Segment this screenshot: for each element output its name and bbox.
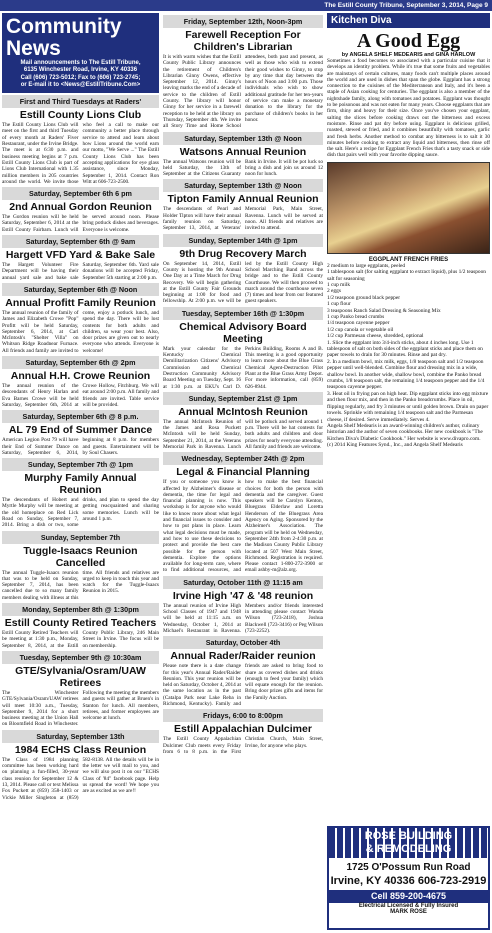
event-body: The annual reunion of Irvine High School Classes of 1947 and 1948 will be held at 11:15 a.m. on Wednesday, October 1, 2014 at Michael's Restaurant in Ravenna. Members and/or friends interested in attending please contact Wanda Wilson (723-2418), Joshua Blackwell (723-3416) or Peg Wilson (723-2252).: [163, 602, 323, 634]
recipe-text: [327, 263, 490, 449]
event-body: On September 14, 2014, Estill County is hosting the 9th Annual One Day at a Time March for Drug Recovery. We will begin gathering at the Estill County Fair Grounds beginning at 1:00 for food and fellowship. At 2:00 p.m. we will be led by the Estill County High School Marching Band across the bridge and to the Estill County Courthouse. We will then proceed to march around the courthouse seven (7) times and hear from our featured guest speakers.: [163, 260, 323, 305]
column-1-items: [2, 95, 159, 801]
event-date-header: Saturday, September 6th 6 pm: [2, 187, 159, 200]
event-date-header: Fridays, 6:00 to 8:00pm: [163, 709, 323, 722]
recipe-line: 3. Heat oil in frying pan on high heat. Dip eggplant sticks into egg mixture and then flour mix, and then in the Panko breadcrumbs. Place in oil, flipping regularly, and fry 3 minutes or until golden brown. Drain on paper towels. Sprinkle with remaining 1/4 teaspoon salt and the Parmesan cheese, if desired. Serve immediately. Serves 4.: [327, 390, 489, 423]
contact-line: Call (606) 723-5012; Fax to (606) 723-2745;: [20, 74, 141, 81]
eggplant-fries-photo: [327, 162, 490, 254]
ad-logo: [329, 828, 488, 858]
event-title: Annual Profitt Family Reunion: [5, 296, 156, 309]
event-title: Estill Appalachian Dulcimer: [174, 723, 312, 736]
event-title: Farewell Reception For Children's Librarian: [185, 29, 301, 53]
event-title: Tipton Family Annual Reunion: [167, 193, 319, 206]
event-date-header: Monday, September 8th @ 1:30pm: [2, 603, 159, 616]
event-body: The descendants of Hobert and Myrtle Murphy will be meeting at the old homeplace on Red Lick Road on Sunday, September 7, 2014. Bring a dish or two, some drinks, and plan to spend the day getting reacquainted and sharing some memories. Lunch will be around 1 p.m.: [2, 497, 159, 529]
event-body: The annual reunion of the family of James and Elizabeth Crowe "Pop" Profitt will be held Saturday, September 6, 2014, at Carl McIntosh's "Shelter Villa" on Whitson Ridge Roadnear Furnace. All friends and family are invited to come, enjoy a potluck lunch, and spend the day. There will be lost contents for both adults and children, so wear your best. Also, door prizes are given out to nearly everyone who attends. Everyone is welcome!: [2, 309, 159, 354]
event-date-header: Friday, September 12th, Noon-3pm: [163, 15, 323, 28]
column-1: [2, 13, 159, 931]
ad-logo-line: ROSE BUILDING: [364, 830, 453, 842]
event-body: The descendants of Pearl and Holder Tipton will have their annual family reunion on Saturday, September 13, 2014, at Veterans' Memorial Park, Main Street, Ravenna. Lunch will be served at noon. All friends and relatives are invited to attend.: [163, 206, 323, 232]
event-date-header: First and Third Tuesdays at Raders': [2, 95, 159, 108]
event-date-header: Saturday, September 6th @ 2pm: [2, 356, 159, 369]
event-body: The annual reunion of the descendants of Henry Harlan and Eva Barnes Crowe will be held Saturday, September 6th, 2014 at Crowe Hollow, Fitchburg. We will eat around 2:00 p.m. All family and friends are invited. Table service will be provided.: [2, 383, 159, 408]
contact-line: or E-mail it to <News@EstillTribune.Com>: [20, 81, 141, 88]
recipe-line: 1 cup flour: [327, 301, 351, 308]
event-body: The Class of 1984 planning committee has been working hard on planning a fun-filled, 30-year class reunion for September 12 & 13, 2014. Please call or text Melissa Fox Puckett at (859) 358-1403 or Vickie Miller Singleton at (859) 582-8138. All the details will be in the letter we will mail to you, and we will also post it on our "ECHS Class of '84" facebook page. Help us spread the word! We hope you are as excited as we are!!: [2, 756, 159, 801]
recipe-line: 2 eggs: [327, 288, 341, 295]
event-body: The Winchester GTE/Sylvania/Osram/UAW retirees will meet 10:30 a.m., Tuesday, September 9, 2014 for a short business meeting at the Union Hall on Bloomfield Road in Winchester. Following the meeting the members and guests will gather at Bruen's in Stanton for lunch. All members, retirees, and former employees are welcome at lunch.: [2, 689, 159, 728]
event-date-header: Wednesday, September 24th @ 2pm: [163, 452, 323, 465]
recipe-line: (c) 2014 King Features Synd., Inc., and Angela Shelf Medearis: [327, 442, 463, 449]
event-title: Annual McIntosh Reunion: [178, 405, 308, 418]
ad-city: Irvine, KY 40336: [330, 875, 415, 887]
community-news-contact: [6, 60, 155, 89]
recipe-line: 2 medium to large eggplants, peeled: [327, 262, 406, 269]
event-date-header: Saturday, September 6th @ 8 p.m.: [2, 410, 159, 423]
event-title: Legal & Financial Planning: [176, 466, 310, 479]
recipe-line: 1/2 cup Parmesan cheese, shredded, optional: [327, 333, 424, 340]
event-title: Annual H.H. Crowe Reunion: [10, 370, 151, 383]
recipe-line: 2. In a medium bowl, mix milk, eggs, 1/8 teaspoon salt and 1/2 teaspoon pepper until well-blended. Combine flour and dressing mix in a wide, shallow bowl. In another wide, shallow bowl, combine the Panko bread crumbs, 1/8 teaspoon salt, the remaining 1/4 teaspoon pepper and the 1/4 teaspoon cayenne pepper.: [327, 358, 485, 391]
recipe-line: 1 cup Panko bread crumbs: [327, 314, 385, 320]
event-body: The Hargett Volunteer Fire Department will be having their annual yard sale and bake sale Saturday, September 6th. Yard sale donations will be accepted Friday, September 5th starting at 2:00 p.m.: [2, 262, 159, 281]
event-date-header: Saturday, September 6th @ Noon: [2, 283, 159, 296]
ad-city-phone: [329, 874, 488, 888]
event-date-header: Saturday, October 4th: [163, 636, 323, 649]
photo-caption: EGGPLANT FRENCH FRIES: [368, 256, 449, 263]
column-2-items: [163, 15, 323, 755]
column-2: [163, 13, 323, 931]
event-title: 9th Drug Recovery March: [179, 247, 307, 260]
recipe-line: 1/2 cup canola or vegetable oil: [327, 326, 394, 333]
kitchen-diva-column: [327, 13, 490, 931]
recipe-line: 1 cup milk: [327, 281, 351, 288]
ad-brand: MARK ROSE: [390, 909, 427, 915]
recipe-line: 3 teaspoons Ranch Salad Dressing & Seasoning Mix: [327, 307, 441, 314]
contact-line: Mail announcements to The Estill Tribune,: [20, 60, 141, 66]
event-body: The annual Watsons reunion will be held Saturday, the 13th of September at the Citizens Guaranty Bank in Irvine. It will be pot luck so bring a dish and join us around 12 noon for lunch.: [163, 158, 323, 178]
rose-building-ad: [327, 826, 490, 930]
event-body: If you or someone you know is affected by Alzheimer's disease or dementia, the time for legal and financial planning is now. This workshop is for anyone who would like to know more about what legal and financial issues to consider and how to put plans in place. Learn what legal decisions must be made, and how to use these decisions to protect and provide the best care possible for the person with dementia. Explore the options available for long-term care, where to find additional resources, and how to make the best financial choices for both the person with dementia and the caregiver. Guest speakers will be Carolyn Kenton, Bluegrass Elderlaw and Loretta Henderson of the Bluegrass Area Agency on Aging. Sponsored by the Alzheimer's Association. The program will be held on Wednesday, September 24th from 2-4:30 p.m. at the Madison County Public Library located at 507 West Main Street, Richmond. Registration is required. Please contact 1-800-272-3900 or email ashby-m@alz.org.: [163, 479, 323, 574]
event-title: Irvine High '47 & '48 reunion: [172, 589, 314, 602]
event-body: Estill County Retired Teachers will be meeting at 1:30 p.m., Monday, September 8, 2014, at the Estill County Public Library, 246 Main Street in Irvine. The focus will be on membership.: [2, 630, 159, 649]
event-title: Annual Rader/Raider reunion: [170, 650, 316, 663]
event-title: Hargett VFD Yard & Bake Sale: [5, 249, 156, 262]
ad-address: 1725 O'Possum Run Road: [346, 862, 471, 873]
kitchen-diva-label: Kitchen Diva: [327, 13, 490, 28]
recipe-line: 1 tablespoon salt (for salting eggplant to extract liquid), plus 1/2 teaspoon salt for seasoning: [327, 269, 486, 282]
event-date-header: Sunday, September 7th @ 1pm: [2, 458, 159, 471]
event-body: The annual McIntosh Reunion of the James and Rosa Puckett McIntosh will be held Sunday, September 21, 2014, at the Veterans Memorial Park in Ravenna. Lunch will be potluck and served around 1 p.m. There will be hat contests for both adults and children and door prizes for nearly everyone attending. All family and friends are welcome.: [163, 418, 323, 450]
page-banner: The Estill County Tribune, September 3, 2014, Page 9: [0, 0, 492, 11]
event-body: The Estill County Lions Club will meet on the first and third Tuesday of every month at Raders' Fiver Restaurant, under the Irvine Bridge. The meet is at 6:30 p.m. and business meeting begins at 7 p.m. Estill County Lions Club is part of Lions Club International with 1.35 million members in 205 countries around the world. We invite those who feel a call to make our community a better place through service to attend and learn about how Lions around the world earn our motto, "We Serve ..." The Estill County Lions Club has been accepting applications for eye glass assistance, since Monday, September 1, 2014. Contact Ron Witt at 606-723-2500.: [2, 122, 159, 185]
event-date-header: Saturday, September 13th @ Noon: [163, 179, 323, 192]
event-date-header: Sunday, September 7th: [2, 531, 159, 544]
recipe-line: Angela Shelf Medearis is an award-winning children's author, culinary historian and the author of seven cookbooks. Her new cookbook is "The Kitchen Diva's Diabetic Cookbook." Her website is www.divapro.com.: [327, 422, 483, 442]
event-date-header: Saturday, October 11th @ 11:15 am: [163, 576, 323, 589]
event-title: Estill County Retired Teachers: [4, 617, 157, 630]
event-title: AL 79 End of Summer Dance: [8, 424, 153, 437]
event-date-header: Sunday, September 21st @ 1pm: [163, 392, 323, 405]
event-title: Watsons Annual Reunion: [179, 145, 307, 158]
article-intro: Sometimes a food becomes so associated with a particular cuisine that it develops an identity problem. While it's true that some fruits and vegetables are mainstays of certain cultures, many foods can't multiple places around the world and are used in dishes that span the globe. Eggplant has a strong connection to the cuisines of the Mediterranean and Italy, and it's been a staple of Asian cooking for centuries. The eggplant is also a member of the nightshade family, along with tomatoes and potatoes. Eggplant was thought to be poisonous and was not eaten for many years. Choose eggplants that are firm, shiny and heavy for their size. Once you've chosen your eggplant, salting the slices before cooking draws out the bitterness and excess moisture. Rinse and pat dry before using. Eggplant is delicious grilled, roasted, stewed or fried, and it combines beautifully with tomatoes, garlic and fresh herbs. Another method to combat any bitterness is to salt it 30 minutes before cooking to extract any liquid and bitterness, then rinse off the salt. Here's a recipe for Eggplant French Fries that's a tasty snack or side dish that pairs well with your favorite dipping sauce.: [327, 58, 490, 159]
event-date-header: Saturday, September 13th @ Noon: [163, 132, 323, 145]
event-body: The Estill County Appalachian Dulcimer Club meets every Friday from 6 to 8 p.m. in the First Christian Church, Main Street, Irvine, for anyone who plays.: [163, 736, 323, 755]
event-date-header: Sunday, September 14th @ 1pm: [163, 234, 323, 247]
event-title: Estill County Lions Club: [19, 109, 142, 122]
event-body: The Gordon reunion will be held Saturday, September 6, 2014 at the Estill County Fairbarn. Lunch will be served around noon. Please bring potluck dishes and beverages. Everyone is welcome.: [2, 214, 159, 233]
community-news-header: [2, 13, 159, 93]
recipe-line: 1/2 teaspoon ground black pepper: [327, 294, 401, 301]
event-title: Tuggle-Isaacs Reunion Cancelled: [23, 544, 138, 569]
ad-logo-line: & REMODELING: [365, 843, 452, 855]
event-title: 1984 ECHS Class Reunion: [14, 743, 147, 756]
ad-phone: 606-723-2919: [417, 875, 487, 887]
event-date-header: Saturday, September 13th: [2, 730, 159, 743]
community-news-title: Community News: [6, 15, 122, 60]
event-date-header: Tuesday, September 16th @ 1:30pm: [163, 307, 323, 320]
event-body: Mark your calendar for the Kentucky Chemical Demilitarization Citizens' Advisory Commission and Chemical Destruction Community Advisory Board Meeting on Tuesday, Sept. 16 at 1:30 p.m. at EKU's Carl D. Perkins Building, Rooms A and B. This meeting is a good opportunity to learn more about the Blue Grass Chemical Agent-Destruction Pilot Plant at the Blue Grass Army Depot. For more information, call (859) 626-8944.: [163, 345, 323, 390]
event-body: The annual Tuggle-Isaacs reunion that was to be held on Sunday, September 7, 2014, has been cancelled due to so many family members dealing with illness at this time. All friends and relatives are urged to keep in touch this year and watch for the Tuggle-Isaacs Reunion in 2015.: [2, 569, 159, 601]
event-date-header: Tuesday, September 9th @ 10:30am: [2, 651, 159, 664]
event-body: Please note there is a date change for this year's Annual Rader/Raider Reunion. This year reunion will be held on Saturday, October 4, 2014 at the same location as in the past (Catalpa Park near Lake Reba in Richmond, Kentucky). Family and friends are asked to bring food to share as covered dishes and drinks (enough to feed your family) which will equate enough for the reunion. Bring door prizes gifts and items for the Family Auction.: [163, 663, 323, 707]
event-date-header: Saturday, September 6th @ 9am: [2, 235, 159, 248]
event-title: Murphy Family Annual Reunion: [24, 472, 137, 497]
event-body: American Legion Post 79 will have their End of Summer Dance on Saturday, September 6, 2014, beginning at 8 p.m. for members and guests. Entertainment will be by Soul Chasers.: [2, 437, 159, 456]
article-byline: by ANGELA SHELF MEDEARIS and GINA HARLOW: [341, 52, 476, 58]
event-body: It is with warm wishes that the Estill County Public Library announces the retirement of Children's Librarian Ginny Owens, effective September 12, 2014. Ginny's leaving marks the end of a decade of service to the children of Estill County. The library will honor Ginny for her service in a farewell reception to be held at the library on Thursday, September 4th. We invite all Story Time and Home School attendees, both past and present, as well as those who wish to extend their good wishes to Ginny, to stop by any time that day between the hours of Noon and 3:00 p.m. Those individuals who wish to show additional gratitude for her ten-years of service can make a monetary donation to the library for the purchase of children's books in her honor.: [163, 54, 323, 130]
contact-line: 6135 Winchester Road, Irvine, KY 40336: [23, 67, 138, 74]
event-title: Chemical Advisory Board Meeting: [179, 320, 307, 345]
event-title: GTE/Sylvania/Osram/UAW Retirees: [15, 664, 146, 689]
recipe-line: 1/4 teaspoon cayenne pepper: [327, 320, 390, 327]
ad-cell: Cell 859-200-4675: [329, 890, 488, 903]
recipe-line: 1. Slice the eggplant into 3/4-inch sticks, about 4 inches long. Use 1 tablespoon of salt on both sides of the eggplant sticks and place them on paper towels to drain for 30 minutes. Rinse and pat dry.: [327, 339, 483, 359]
article-headline: A Good Egg: [356, 30, 461, 52]
event-title: 2nd Annual Gordon Reunion: [9, 201, 152, 214]
ad-license: Electrical Licensed & Fully Insured: [358, 903, 459, 909]
